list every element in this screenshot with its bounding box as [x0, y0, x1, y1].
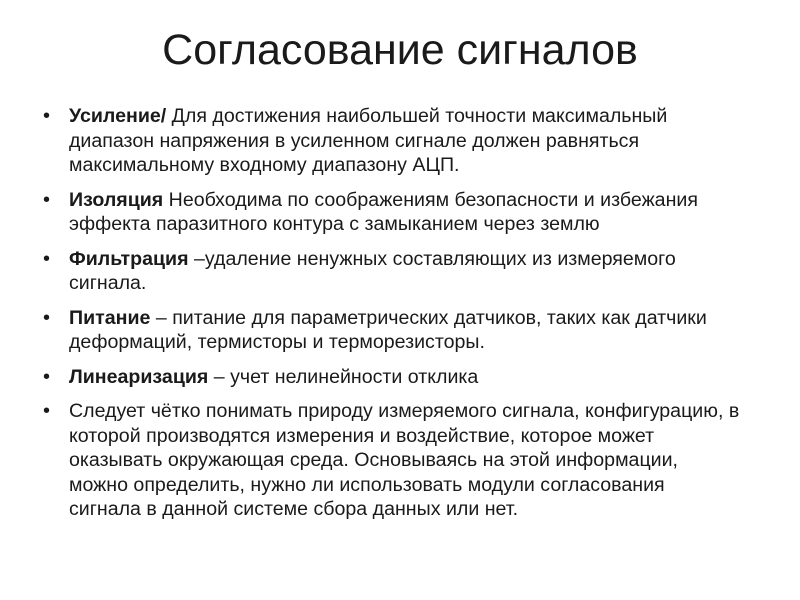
bullet-list — [42, 104, 742, 532]
slide-title: Согласование сигналов — [162, 26, 638, 74]
bullet-text: – питание для параметрических датчиков, таких как датчики деформаций, термисторы и терморезисторы. — [69, 306, 707, 353]
bullet-term: Изоляция — [69, 188, 164, 211]
bullet-amplification — [42, 104, 742, 178]
bullet-term: Фильтрация — [69, 247, 189, 270]
bullet-conclusion — [42, 399, 742, 522]
bullet-text: Следует чётко понимать природу измеряемого сигнала, конфигурацию, в которой производятся измерения и воздействие, которое может оказывать окружающая среда. Основываясь на этой информации, можно определить, нужно ли использовать модули согласования сигнала в данной системе сбора данных или нет. — [69, 400, 740, 520]
bullet-filtering — [42, 247, 742, 296]
bullet-linearization — [42, 365, 742, 390]
bullet-text: – учет нелинейности отклика — [208, 365, 479, 388]
bullet-term: Усиление/ — [69, 105, 167, 127]
bullet-text: Для достижения наибольшей точности максимальный диапазон напряжения в усиленном сигнале должен равняться максимальному входному диапазону АЦП. — [69, 105, 668, 176]
bullet-excitation — [42, 306, 742, 355]
bullet-text: Необходима по соображениям безопасности и избежания эффекта паразитного контура с замыканием через землю — [69, 188, 698, 235]
bullet-term: Питание — [69, 306, 151, 329]
bullet-isolation — [42, 188, 742, 237]
bullet-term: Линеаризация — [69, 365, 209, 388]
bullet-text: –удаление ненужных составляющих из измеряемого сигнала. — [69, 247, 676, 294]
